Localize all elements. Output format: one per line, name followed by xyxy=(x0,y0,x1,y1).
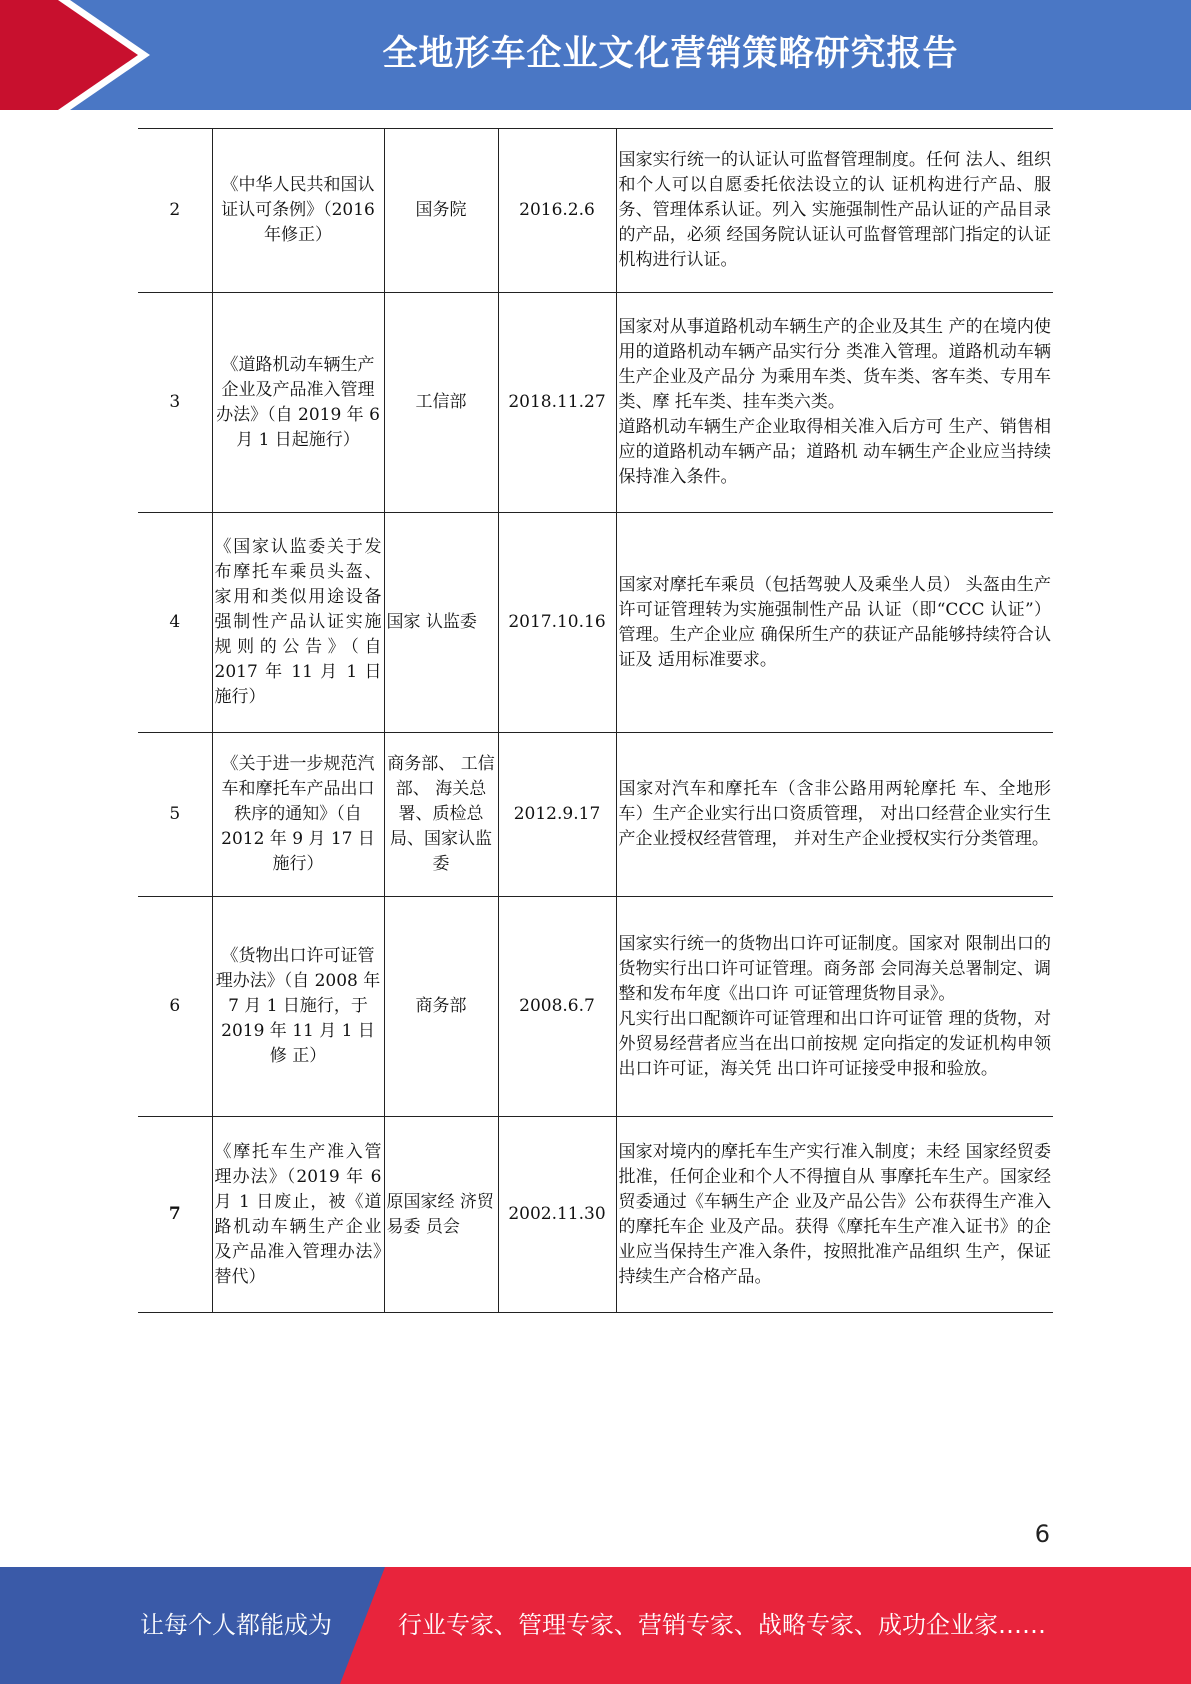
regulation-summary: 国家实行统一的货物出口许可证制度。国家对 限制出口的货物实行出口许可证管理。商务部 会同海关总署制定、调整和发布年度《出口许 可证管理货物目录》。 凡实行出口配额许可证管理和出口许可证管 理的货物，对外贸易经营者应当在出口前按规 定向指定的发证机构申领出口许可证，海关凭 出口许可证接受申报和验放。 xyxy=(616,897,1053,1117)
table-row xyxy=(138,293,1053,513)
table-row xyxy=(138,513,1053,733)
row-number: 5 xyxy=(138,733,212,897)
regulation-name: 《道路机动车辆生产企业及产品准入管理办法》（自 2019 年 6 月 1 日起施行） xyxy=(212,293,384,513)
row-number: 2 xyxy=(138,129,212,293)
issuing-authority: 原国家经 济贸易委 员会 xyxy=(384,1117,498,1313)
issuing-authority: 工信部 xyxy=(384,293,498,513)
table-row xyxy=(138,897,1053,1117)
regulation-summary: 国家对汽车和摩托车（含非公路用两轮摩托 车、全地形车）生产企业实行出口资质管理， 对出口经营企业实行生产企业授权经营管理， 并对生产企业授权实行分类管理。 xyxy=(616,733,1053,897)
row-number: 6 xyxy=(138,897,212,1117)
table-row xyxy=(138,1117,1053,1313)
page-header xyxy=(0,0,1191,110)
issue-date: 2002.11.30 xyxy=(498,1117,616,1313)
row-number: 4 xyxy=(138,513,212,733)
page-footer xyxy=(0,1567,1191,1684)
footer-slogan-left: 让每个人都能成为 xyxy=(140,1611,332,1639)
regulation-summary: 国家实行统一的认证认可监督管理制度。任何 法人、组织和个人可以自愿委托依法设立的认 证机构进行产品、服务、管理体系认证。列入 实施强制性产品认证的产品目录的产品，必须 经国务院认证认可监督管理部门指定的认证 机构进行认证。 xyxy=(616,129,1053,293)
table-row xyxy=(138,733,1053,897)
regulation-name: 《中华人民共和国认证认可条例》（2016 年修正） xyxy=(212,129,384,293)
issue-date: 2012.9.17 xyxy=(498,733,616,897)
table-row xyxy=(138,129,1053,293)
footer-slogan-right: 行业专家、管理专家、营销专家、战略专家、成功企业家…… xyxy=(398,1611,1046,1639)
regulation-table xyxy=(138,128,1053,1313)
regulation-summary: 国家对摩托车乘员（包括驾驶人及乘坐人员） 头盔由生产许可证管理转为实施强制性产品 认证（即“CCC 认证”）管理。生产企业应 确保所生产的获证产品能够持续符合认证及 适用标准要求。 xyxy=(616,513,1053,733)
issue-date: 2008.6.7 xyxy=(498,897,616,1117)
issue-date: 2018.11.27 xyxy=(498,293,616,513)
regulation-summary: 国家对境内的摩托车生产实行准入制度；未经 国家经贸委批准，任何企业和个人不得擅自从 事摩托车生产。国家经贸委通过《车辆生产企 业及产品公告》公布获得生产准入的摩托车企 业及产品。获得《摩托车生产准入证书》的企 业应当保持生产准入条件，按照批准产品组织 生产，保证持续生产合格产品。 xyxy=(616,1117,1053,1313)
issuing-authority: 商务部、 工信部、 海关总 署、质检总局、国家认监委 xyxy=(384,733,498,897)
row-number: 3 xyxy=(138,293,212,513)
issue-date: 2016.2.6 xyxy=(498,129,616,293)
regulation-name: 《国家认监委关于发布摩托车乘员头盔、家用和类似用途设备强制性产品认证实施规则的公告》（自 2017 年 11 月 1 日施行） xyxy=(212,513,384,733)
report-title: 全地形车企业文化营销策略研究报告 xyxy=(382,34,959,74)
regulation-summary: 国家对从事道路机动车辆生产的企业及其生 产的在境内使用的道路机动车辆产品实行分 类准入管理。道路机动车辆生产企业及产品分 为乘用车类、货车类、客车类、专用车类、摩 托车类、挂车类六类。 道路机动车辆生产企业取得相关准入后方可 生产、销售相应的道路机动车辆产品；道路机 动车辆生产企业应当持续保持准入条件。 xyxy=(616,293,1053,513)
issue-date: 2017.10.16 xyxy=(498,513,616,733)
issuing-authority: 国务院 xyxy=(384,129,498,293)
issuing-authority: 商务部 xyxy=(384,897,498,1117)
issuing-authority: 国家 认监委 xyxy=(384,513,498,733)
header-arrow-icon xyxy=(0,0,150,110)
page-number: 6 xyxy=(1034,1520,1050,1548)
row-number: 7 xyxy=(138,1117,212,1313)
regulation-name: 《摩托车生产准入管理办法》（2019 年 6 月 1 日废止，被《道路机动车辆生产企业及产品准入管理办法》替代） xyxy=(212,1117,384,1313)
regulation-name: 《货物出口许可证管理办法》（自 2008 年 7 月 1 日施行，于 2019 年 11 月 1 日修 正） xyxy=(212,897,384,1117)
regulation-name: 《关于进一步规范汽车和摩托车产品出口秩序的通知》（自 2012 年 9 月 17 日施行） xyxy=(212,733,384,897)
